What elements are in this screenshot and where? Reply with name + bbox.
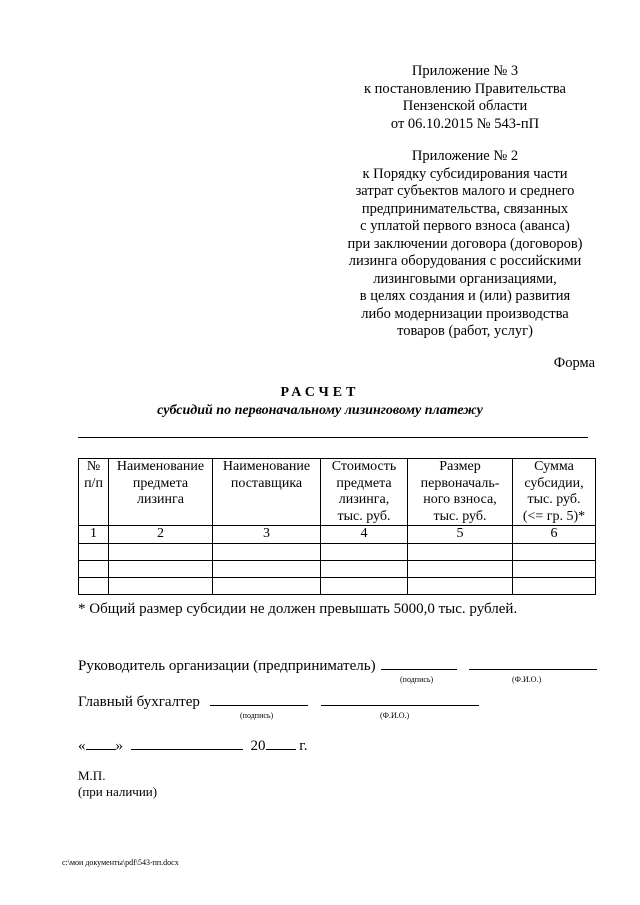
header-cell-supplier: Наименование поставщика <box>213 459 321 526</box>
file-path-footer: c:\мои документы\pdf\543-пп.docx <box>62 858 179 867</box>
header-cell-number: № п/п <box>79 459 109 526</box>
table-cell[interactable] <box>513 543 596 560</box>
table-cell[interactable] <box>513 577 596 594</box>
table-cell[interactable] <box>213 560 321 577</box>
table-cell[interactable] <box>109 543 213 560</box>
accountant-name-field[interactable] <box>321 693 479 706</box>
table-cell[interactable] <box>408 543 513 560</box>
appendix-line: лизинговыми организациями, <box>373 270 557 287</box>
accountant-signature-field[interactable] <box>210 693 308 706</box>
header-cell-subsidy: Сумма субсидии, тыс. руб. (<= гр. 5)* <box>513 459 596 526</box>
calculation-table <box>78 458 596 595</box>
head-name-caption: (Ф.И.О.) <box>512 675 542 684</box>
head-signature-caption: (подпись) <box>400 675 434 684</box>
appendix-line: с уплатой первого взноса (аванса) <box>360 218 570 234</box>
appendix-line: товаров (работ, услуг) <box>397 323 533 339</box>
table-cell[interactable] <box>213 577 321 594</box>
year-prefix: 20 <box>250 738 266 754</box>
form-label: Форма <box>553 355 595 371</box>
table-cell[interactable] <box>408 560 513 577</box>
head-name-field[interactable] <box>469 657 597 670</box>
header-cell-leasing-item: Наименование предмета лизинга <box>109 459 213 526</box>
appendix-line: предпринимательства, связанных <box>361 200 569 217</box>
appendix-line: от 06.10.2015 № 543-пП <box>390 115 540 132</box>
document-subtitle: субсидий по первоначальному лизинговому платежу <box>157 403 483 418</box>
year-suffix: г. <box>299 738 308 754</box>
header-cell-cost: Стоимость предмета лизинга, тыс. руб. <box>321 459 408 526</box>
appendix-line: при заключении договора (договоров) <box>347 235 583 252</box>
document-title: РАСЧЕТ <box>280 385 360 400</box>
accountant-label: Главный бухгалтер <box>78 694 200 710</box>
appendix-line: к постановлению Правительства <box>364 80 566 97</box>
stamp-label: М.П. <box>78 768 106 783</box>
table-cell[interactable] <box>321 560 408 577</box>
table-cell[interactable] <box>109 560 213 577</box>
table-row <box>79 577 596 594</box>
month-field[interactable] <box>131 737 243 750</box>
date-close-quote: » <box>115 738 123 754</box>
appendix-line: лизинга оборудования с российскими <box>348 253 582 269</box>
table-cell[interactable] <box>79 543 109 560</box>
appendix-2-header <box>330 148 600 341</box>
organization-name-line <box>78 437 588 438</box>
stamp-place <box>78 768 157 800</box>
table-cell[interactable] <box>321 543 408 560</box>
table-cell[interactable] <box>408 577 513 594</box>
appendix-line: Приложение № 3 <box>411 63 519 79</box>
stamp-note: (при наличии) <box>78 784 158 799</box>
table-cell[interactable] <box>79 577 109 594</box>
table-cell[interactable] <box>321 577 408 594</box>
head-signature-line <box>78 657 597 675</box>
appendix-3-header <box>330 63 600 133</box>
table-cell[interactable] <box>79 560 109 577</box>
appendix-line: затрат субъектов малого и среднего <box>355 183 575 199</box>
table-row <box>79 560 596 577</box>
column-number-cell: 2 <box>109 526 213 544</box>
table-header-row <box>79 459 596 526</box>
head-signature-field[interactable] <box>381 657 457 670</box>
day-field[interactable] <box>86 737 116 750</box>
table-column-numbers-row <box>79 526 596 544</box>
appendix-line: в целях создания и (или) развития <box>359 288 571 304</box>
head-label: Руководитель организации (предприниматель) <box>78 658 376 674</box>
column-number-cell: 6 <box>513 526 596 544</box>
accountant-signature-caption: (подпись) <box>240 711 274 720</box>
table-row <box>79 543 596 560</box>
year-field[interactable] <box>266 737 296 750</box>
date-open-quote: « <box>78 738 86 754</box>
column-number-cell: 5 <box>408 526 513 544</box>
accountant-signature-line <box>78 693 479 711</box>
header-cell-first-payment: Размер первоначаль- ного взноса, тыс. руб. <box>408 459 513 526</box>
column-number-cell: 1 <box>79 526 109 544</box>
date-line <box>78 737 307 755</box>
column-number-cell: 3 <box>213 526 321 544</box>
column-number-cell: 4 <box>321 526 408 544</box>
accountant-name-caption: (Ф.И.О.) <box>380 711 410 720</box>
appendix-line: к Порядку субсидирования части <box>362 165 568 182</box>
appendix-line: Пензенской области <box>402 98 528 114</box>
appendix-line: либо модернизации производства <box>361 305 569 322</box>
table-cell[interactable] <box>513 560 596 577</box>
table-cell[interactable] <box>213 543 321 560</box>
table-cell[interactable] <box>109 577 213 594</box>
appendix-line: Приложение № 2 <box>411 148 519 164</box>
subsidy-limit-note: * Общий размер субсидии не должен превышать 5000,0 тыс. рублей. <box>78 601 518 617</box>
